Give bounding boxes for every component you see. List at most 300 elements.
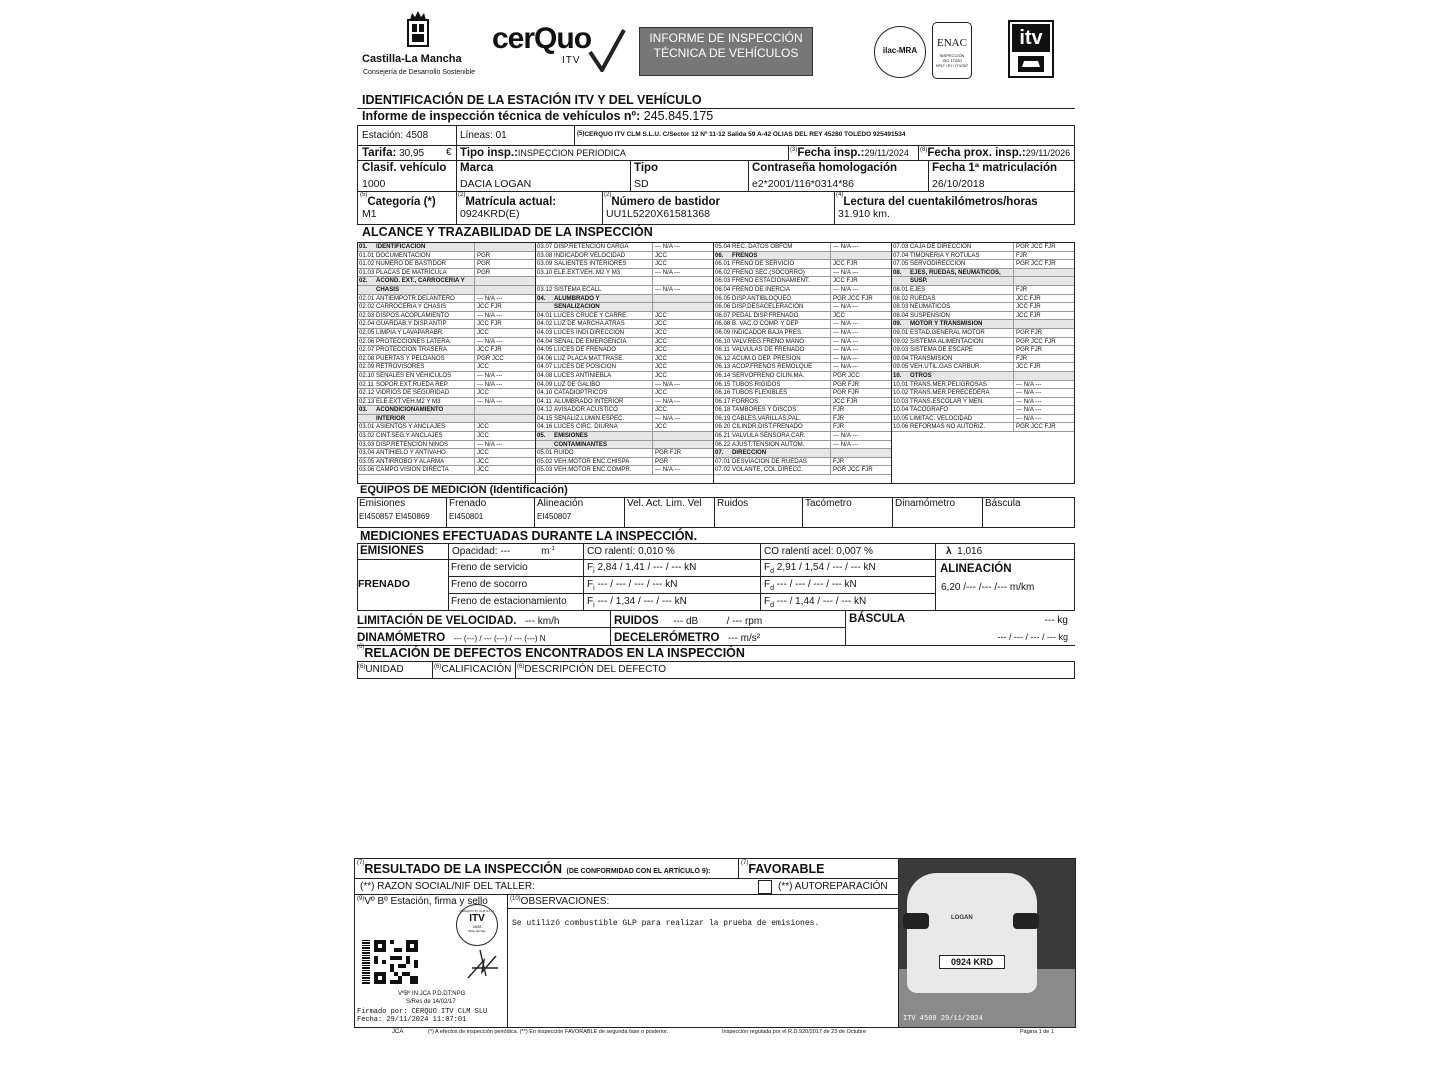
lineas: Líneas: 01 [460, 130, 507, 141]
trazabilidad-row [536, 363, 713, 372]
trazabilidad-row [892, 355, 1074, 364]
car-badge: LOGAN [951, 915, 973, 921]
trazabilidad-row [536, 320, 713, 329]
report-banner [639, 27, 813, 76]
item-code: 06.13 [715, 363, 731, 371]
car-light-left [903, 913, 929, 929]
equipo-cell [893, 497, 983, 528]
item-name: PUERTAS Y PELDAÑOS [376, 354, 445, 362]
item-code: 01.03 [359, 268, 375, 276]
footer-note1: (*) A efectos de inspección periódica. (**) En inspección FAVORABLE de segunda fase o posterior. [428, 1029, 669, 1035]
item-name: CARROCERIA Y CHASIS [376, 303, 447, 311]
item-name: LUZ DE GALIBO [554, 380, 601, 388]
item-result: FJR [1013, 286, 1074, 294]
item-result: PGR FJR [830, 381, 891, 389]
razon-social: (**) RAZON SOCIAL/NIF DEL TALLER: [360, 881, 535, 892]
item-result: JCC FJR [1013, 303, 1074, 311]
item-name [554, 277, 652, 285]
item-name: DIRECCIÓN [732, 449, 767, 457]
ruidos: RUIDOS --- dB / --- rpm [614, 615, 763, 627]
vb-line2: S/Res de 14/02/17 [406, 999, 456, 1005]
footer-jca: JCA [392, 1029, 404, 1035]
enac-sub3: Nº47 / EI / ITV057 [935, 63, 969, 68]
item-name: DISP.RETENCION CARGA [554, 243, 629, 250]
trazabilidad-row [714, 441, 891, 450]
item-code: 06.16 [715, 389, 731, 397]
item-code: 08.02 [893, 294, 909, 302]
contrasena-value: e2*2001/116*0314*86 [752, 178, 854, 190]
matricula-label: $^{(2)}$Matrícula actual: [458, 192, 557, 208]
item-code [358, 286, 376, 294]
item-name: RUEDAS [910, 294, 936, 302]
item-name: ANTIEMPOTR.DELANTERO [376, 294, 455, 302]
co-ralenti: CO ralentí: 0,010 % [587, 546, 675, 557]
categoria-value: M1 [362, 208, 377, 220]
item-name: VIDRIOS DE SEGURIDAD [376, 389, 450, 397]
item-result: JCC [652, 355, 713, 363]
item-name: ELE.EXT.VEH. M2 Y M3 [554, 268, 621, 276]
itv-logo-text: itv [1019, 27, 1043, 49]
trazabilidad-row [358, 346, 535, 355]
item-code [892, 277, 910, 285]
item-name: CILINDR.DIST.FRENADO [732, 423, 803, 431]
categoria-label: $^{(5)}$Categoría (*) [360, 192, 436, 208]
item-result: --- N/A --- [830, 346, 891, 354]
alineacion-label: ALINEACIÓN [940, 563, 1012, 575]
item-result: PGR [474, 269, 535, 277]
trazabilidad-row [358, 441, 535, 450]
item-name: SALIENTES INTERIORES [554, 260, 627, 268]
item-code: 04.02 [537, 320, 553, 328]
item-result: FJR [1013, 252, 1074, 260]
clm-logo [360, 10, 478, 82]
informe-line [362, 109, 713, 123]
item-name: RETROVISORES [376, 363, 425, 371]
item-name: FRENOS [732, 251, 758, 259]
item-result [652, 432, 713, 440]
item-result: --- N/A --- [652, 243, 713, 251]
item-name: FRENO DE SERVICIO [732, 260, 795, 268]
item-result: PGR FJR [830, 389, 891, 397]
item-name: CHASIS [376, 285, 400, 293]
contrasena-label: Contraseña homologación [752, 162, 898, 174]
item-code: 06.05 [715, 294, 731, 302]
trazabilidad-row [358, 372, 535, 381]
item-result: FJR [830, 423, 891, 431]
item-code: 09. [893, 320, 902, 328]
trazabilidad-row [358, 415, 535, 424]
item-name: TACOGRAFO [910, 406, 949, 414]
item-result: FJR [1013, 355, 1074, 363]
trazabilidad-row [536, 423, 713, 432]
item-result [652, 303, 713, 311]
item-code: 03.02 [359, 432, 375, 440]
trazabilidad-row [536, 269, 713, 278]
item-result: --- N/A --- [474, 295, 535, 303]
itv-logo-box [1012, 24, 1050, 52]
trazabilidad-row [536, 406, 713, 415]
item-code: 04.06 [537, 354, 553, 362]
trazabilidad-row [358, 423, 535, 432]
item-result: JCC FJR [474, 303, 535, 311]
trazabilidad-row [892, 303, 1074, 312]
item-name: ALUMBRADO INTERIOR [554, 397, 624, 405]
item-code: 03.08 [537, 251, 553, 259]
item-code: 04.15 [537, 414, 553, 422]
item-result: PGR JCC FJR [1013, 423, 1074, 431]
item-result: --- N/A --- [474, 441, 535, 449]
item-name: NUMERO DE BASTIDOR [376, 260, 447, 268]
item-code: 06.18 [715, 406, 731, 414]
item-result: --- N/A --- [830, 441, 891, 449]
item-name: CABLES,VARILLAS,PAL. [732, 414, 801, 422]
trazabilidad-row [536, 286, 713, 295]
autorep-checkbox[interactable] [758, 880, 772, 894]
item-code: 02.08 [359, 354, 375, 362]
item-name: RUIDO [554, 449, 574, 457]
item-result: PGR FJR [652, 449, 713, 457]
item-name: ASIENTOS Y ANCLAJES [376, 423, 446, 431]
opacidad: Opacidad: --- $m^{-1}$ [452, 546, 555, 557]
item-name: VOLANTE, COL.DIRECC. [732, 466, 804, 474]
trazabilidad-row [358, 269, 535, 278]
estacion: Estación: 4508 [362, 130, 429, 141]
item-code: 04.16 [537, 423, 553, 431]
item-code: 02.13 [359, 397, 375, 405]
item-result: JCC [474, 329, 535, 337]
enac-sub2: ISO 17020 [942, 58, 962, 63]
item-name: REC. DATOS OBFCM [732, 243, 793, 250]
trazabilidad-row [714, 329, 891, 338]
item-name: SEÑALES EN VEHICULOS [376, 371, 452, 379]
trazabilidad-column [358, 243, 536, 483]
item-name: VEH.MOTOR ENC.CHISPA [554, 457, 630, 465]
item-name: LUZ PLACA MAT.TRASE. [554, 354, 624, 362]
defectos-col-calificacion: $^{(6)}$CALIFICACIÓN [434, 664, 512, 675]
trazabilidad-row [358, 355, 535, 364]
trazabilidad-row [714, 372, 891, 381]
item-result [474, 415, 535, 423]
vehicle-photo [899, 859, 1075, 1027]
equipo-cell [357, 497, 447, 528]
item-result: JCC [652, 363, 713, 371]
banner-line1: INFORME DE INSPECCIÓN [649, 31, 803, 45]
trazabilidad-row [358, 381, 535, 390]
item-name: SEÑALIZACIÓN [554, 303, 600, 311]
equipo-label: Frenado [449, 498, 487, 509]
item-code: 07.04 [893, 251, 909, 259]
item-result: JCC [474, 432, 535, 440]
item-result: --- N/A --- [830, 320, 891, 328]
trazabilidad-row [714, 449, 891, 458]
item-result: PGR JCC FJR [1013, 338, 1074, 346]
item-result: JCC FJR [830, 398, 891, 406]
trazabilidad-row [358, 338, 535, 347]
matricula-value: 0924KRD(E) [460, 208, 520, 220]
item-result: --- N/A --- [830, 355, 891, 363]
item-code: 02.10 [359, 371, 375, 379]
item-name: SUSP. [910, 277, 928, 285]
item-result [1013, 277, 1074, 285]
defectos-title: $^{(6)}$RELACIÓN DE DEFECTOS ENCONTRADOS EN LA INSPECCIÓN [357, 644, 745, 660]
item-code: 02.01 [359, 294, 375, 302]
item-result: PGR JCC FJR [830, 295, 891, 303]
frenado-label: FRENADO [358, 578, 410, 590]
lambda: λ 1,016 [946, 546, 983, 557]
stamp-bottom: Olias del Rey [468, 929, 486, 933]
item-result: JCC FJR [1013, 312, 1074, 320]
item-code: 03.04 [359, 449, 375, 457]
trazabilidad-row [714, 406, 891, 415]
item-result: JCC [474, 449, 535, 457]
equipo-label: Emisiones [359, 498, 406, 509]
item-code: 02.05 [359, 328, 375, 336]
fecha1-label: Fecha 1ª matriculación [932, 162, 1058, 174]
item-code: 02. [359, 277, 368, 285]
item-code: 01. [359, 243, 368, 250]
item-code: 04.09 [537, 380, 553, 388]
item-code: 09.02 [893, 337, 909, 345]
item-result: --- N/A --- [830, 338, 891, 346]
item-code: 05. [537, 432, 546, 440]
item-code: 05.01 [537, 449, 553, 457]
item-result: --- N/A --- [1013, 415, 1074, 423]
item-result: JCC [652, 260, 713, 268]
trazabilidad-row [714, 243, 891, 252]
trazabilidad-row [536, 260, 713, 269]
item-name: TAMBORES Y DISCOS [732, 406, 797, 414]
equipo-label: Alineación [537, 498, 584, 509]
item-result: --- N/A --- [1013, 398, 1074, 406]
item-name: AJUST.TENSION AUTOM. [732, 440, 805, 448]
item-name: CINT.SEG.Y ANCLAJES [376, 432, 443, 440]
item-result: JCC [652, 389, 713, 397]
trazabilidad-row [714, 303, 891, 312]
item-name: LUCES DE POSICION [554, 363, 616, 371]
footer-note2: Inspección regulada por el R.D.920/2017 de 23 de Octubre [722, 1029, 867, 1035]
item-name: SUSPENSION [910, 311, 950, 319]
item-name: DOCUMENTACION [376, 251, 431, 259]
item-name: AVISADOR ACUSTICO [554, 406, 618, 414]
trazabilidad-row [536, 466, 713, 475]
item-name: PLACAS DE MATRICULA [376, 268, 447, 276]
equipo-label: Ruidos [717, 498, 749, 509]
trazabilidad-row [892, 363, 1074, 372]
trazabilidad-row [536, 432, 713, 441]
trazabilidad-row [714, 389, 891, 398]
item-result [652, 277, 713, 285]
euro-sign: € [446, 147, 452, 158]
banner-line2: TÉCNICA DE VEHÍCULOS [653, 46, 799, 60]
item-result: --- N/A --- [830, 243, 891, 251]
marca-label: Marca [460, 162, 494, 174]
fecha-firma: Fecha: 29/11/2024 11:07:01 [357, 1016, 467, 1024]
item-code: 06.21 [715, 432, 731, 440]
item-code: 05.02 [537, 457, 553, 465]
mediciones-title: MEDICIONES EFECTUADAS DURANTE LA INSPECCIÓN. [360, 529, 698, 543]
item-name: ALUMBRADO Y [554, 294, 600, 302]
tipo-insp: Tipo insp.:INSPECCION PERIODICA [460, 147, 626, 159]
stamp-num: 4508 [472, 924, 482, 929]
trazabilidad-row [714, 381, 891, 390]
item-result: JCC FJR [474, 320, 535, 328]
trazabilidad-row [536, 338, 713, 347]
qr-code-icon [374, 940, 418, 984]
item-result: PGR [474, 260, 535, 268]
freno-servicio-label: Freno de servicio [451, 562, 528, 573]
item-result [474, 277, 535, 285]
trazabilidad-row [714, 398, 891, 407]
item-code: 06.09 [715, 328, 731, 336]
trazabilidad-grid [357, 242, 1075, 484]
item-code: 10.02 [893, 389, 909, 397]
item-code: 08. [893, 268, 902, 276]
item-name: SISTEMA ALIMENTACION [910, 337, 984, 345]
item-code [536, 303, 554, 311]
trazabilidad-row [536, 398, 713, 407]
equipo-cell [983, 497, 1075, 528]
trazabilidad-row [714, 415, 891, 424]
item-result: PGR FJR [1013, 329, 1074, 337]
item-code: 03.07 [537, 243, 553, 250]
item-code: 02.04 [359, 320, 375, 328]
trazabilidad-row [358, 260, 535, 269]
trazabilidad-row [714, 260, 891, 269]
item-name: INDICADOR VELOCIDAD [554, 251, 626, 259]
decelerometro: DECELERÓMETRO --- m/s² [614, 632, 761, 644]
item-result: FJR [830, 406, 891, 414]
item-name: LUCES CRUCE Y CARRE. [554, 311, 628, 319]
item-code: 02.06 [359, 337, 375, 345]
trazabilidad-row [358, 458, 535, 467]
coat-of-arms-icon [404, 10, 432, 50]
freno-socorro-label: Freno de socorro [451, 579, 528, 590]
resultado-title: $^{(7)}$RESULTADO DE LA INSPECCIÓN (DE CONFORMIDAD CON EL ARTÍCULO 9): [357, 860, 711, 876]
trazabilidad-row [892, 423, 1074, 432]
item-name: PROTECCIONES LATERA. [376, 337, 452, 345]
trazabilidad-row [714, 466, 891, 475]
item-result: JCC FJR [830, 277, 891, 285]
item-name: VALVULAS DE FRENADO [732, 346, 805, 354]
lectura-value: 31.910 km. [838, 208, 890, 220]
item-result: --- N/A --- [474, 338, 535, 346]
item-name: ACONDICIONAMIENTO [376, 406, 444, 414]
item-result [652, 295, 713, 303]
item-result: JCC [474, 458, 535, 466]
item-result: PGR JCC FJR [1013, 260, 1074, 268]
equipo-label: Tacómetro [805, 498, 852, 509]
ilac-seal-text: ilac-MRA [882, 46, 918, 55]
item-result: --- N/A --- [830, 432, 891, 440]
item-result: --- N/A --- [830, 303, 891, 311]
item-name: OTROS [910, 371, 932, 379]
trazabilidad-row [714, 312, 891, 321]
item-code: 03.10 [537, 268, 553, 276]
fecha1-value: 26/10/2018 [932, 178, 985, 190]
autorep-label: (**) AUTOREPARACIÓN [778, 881, 888, 892]
item-code: 06.11 [715, 346, 730, 354]
fecha-prox: $^{(8)}$Fecha prox. insp.:29/11/2026 [920, 147, 1071, 159]
station-stamp [456, 904, 498, 946]
item-result: --- N/A --- [652, 466, 713, 474]
marca-value: DACIA LOGAN [460, 178, 532, 190]
item-name: DESVIACION DE RUEDAS [732, 457, 807, 465]
item-result [1013, 372, 1074, 380]
item-code: 06.15 [715, 380, 731, 388]
item-name: VALVULA SENSORA CAR. [732, 432, 806, 440]
equipo-label: Dinamómetro [895, 498, 956, 509]
equipo-cell [625, 497, 715, 528]
item-name: SERVOFRENO CILIN.MA. [732, 371, 805, 379]
item-code [358, 415, 376, 423]
car-light-right [1013, 913, 1039, 929]
item-code: 06.12 [715, 354, 731, 362]
item-code: 03.03 [359, 440, 375, 448]
item-name: ACOND. EXT., CARROCERÍA Y [376, 277, 465, 285]
item-code: 06.01 [715, 260, 731, 268]
item-code: 03. [359, 406, 368, 414]
trazabilidad-row [714, 338, 891, 347]
item-name: IDENTIFICACIÓN [376, 243, 426, 250]
item-name: VEH.UTIL.GAS CARBUR. [910, 363, 982, 371]
item-result: PGR FJR [1013, 346, 1074, 354]
equipo-cell [803, 497, 893, 528]
item-result: --- N/A --- [652, 381, 713, 389]
item-result [652, 441, 713, 449]
equipo-label: Vel. Act. Lim. Vel [627, 498, 702, 509]
item-name: ANTIRROBO Y ALARMA [376, 457, 445, 465]
item-result: JCC FJR [830, 260, 891, 268]
trazabilidad-row [536, 295, 713, 304]
itv-logo [1008, 20, 1054, 78]
trazabilidad-row [358, 432, 535, 441]
trazabilidad-row [714, 252, 891, 261]
trazabilidad-row [714, 355, 891, 364]
item-name: VALV.REG.FRENO MANO [732, 337, 805, 345]
item-name: LUCES DE FRENADO [554, 346, 616, 354]
item-code: 01.02 [359, 260, 375, 268]
item-name: CATADIOPTRICOS [554, 389, 608, 397]
trazabilidad-row [714, 295, 891, 304]
alineacion-value: 6,20 /--- /--- /--- m/km [941, 582, 1035, 593]
trazabilidad-row [536, 329, 713, 338]
item-result [830, 449, 891, 457]
freno-estac-label: Freno de estacionamiento [451, 596, 567, 607]
fi-estac: $F_i$ --- / 1,34 / --- / --- kN [587, 596, 687, 609]
item-code: 08.01 [893, 285, 909, 293]
item-name: FRENO SEC.(SOCORRO) [732, 268, 805, 276]
item-result: --- N/A --- [652, 286, 713, 294]
item-code: 04.01 [537, 311, 553, 319]
item-result: JCC [652, 372, 713, 380]
trazabilidad-row [892, 295, 1074, 304]
item-code: 06.10 [715, 337, 731, 345]
item-code: 07. [715, 449, 724, 457]
trazabilidad-row [892, 269, 1074, 278]
item-name: LIMITAC. VELOCIDAD [910, 414, 973, 422]
enac-sub1: INSPECCIÓN [939, 53, 965, 58]
vb-line1: VºBº IN:JCA P.D.DT:NPG [398, 991, 466, 997]
item-code: 04.04 [537, 337, 553, 345]
trazabilidad-row [536, 441, 713, 450]
item-name: LUZ DE MARCHA ATRAS [554, 320, 625, 328]
item-code: 01.01 [359, 251, 375, 259]
item-code: 10.05 [893, 414, 909, 422]
item-result [1013, 320, 1074, 328]
item-result: FJR [830, 415, 891, 423]
trazabilidad-column [714, 243, 892, 483]
trazabilidad-row [536, 277, 713, 286]
